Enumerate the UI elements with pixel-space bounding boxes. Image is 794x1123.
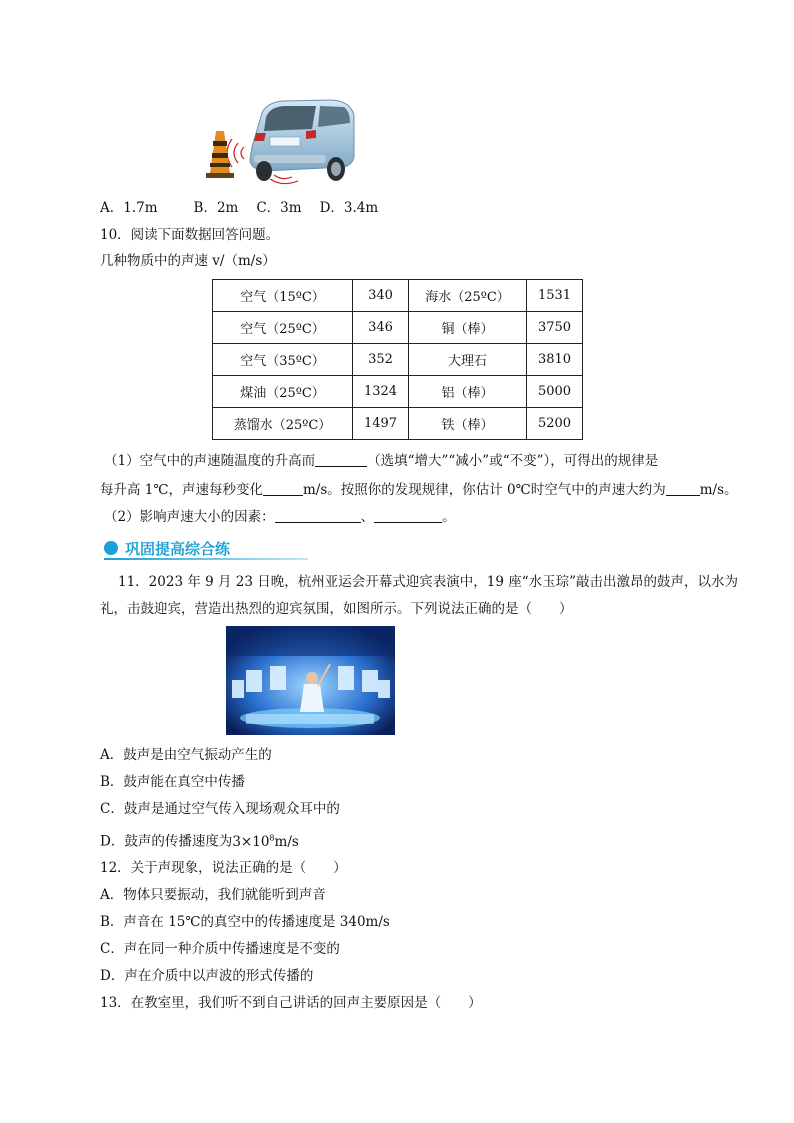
- speed-value: $3\times 10^8m/s$: [232, 833, 299, 850]
- q10-part1-text: （1）空气中的声速随温度的升高而: [104, 453, 316, 469]
- q10-part1-text: m/s。: [699, 482, 738, 498]
- q10-part2-text: 。: [442, 509, 456, 525]
- q9-option-c[interactable]: C．3m: [256, 200, 302, 216]
- q9-option-a[interactable]: A．1.7m: [100, 200, 158, 216]
- q10-part1-text: （选填“增大”“减小”或“不变”），可得出的规律是: [367, 453, 659, 469]
- table-cell: 海水（25ºC）: [409, 280, 527, 312]
- table-cell: 346: [353, 312, 409, 344]
- q11-stem-line2: 礼，击鼓迎宾，营造出热烈的迎宾氛围，如图所示。下列说法正确的是（ ）: [100, 601, 573, 617]
- table-cell: 3750: [527, 312, 583, 344]
- table-row: [213, 376, 583, 408]
- q12-option-a[interactable]: A．物体只要振动，我们就能听到声音: [100, 887, 326, 903]
- table-cell: 大理石: [409, 344, 527, 376]
- table-cell: 铁（棒）: [409, 408, 527, 440]
- answer-blank[interactable]: [275, 509, 361, 523]
- table-cell: 352: [353, 344, 409, 376]
- q9-option-d[interactable]: D．3.4m: [319, 200, 379, 216]
- table-cell: 空气（15ºC）: [213, 280, 353, 312]
- water-drum-performance-photo: [226, 626, 395, 735]
- table-cell: 1531: [527, 280, 583, 312]
- q10-part1-text: 每升高 1℃，声速每秒变化: [100, 482, 263, 498]
- q11-option-a[interactable]: A．鼓声是由空气振动产生的: [100, 747, 272, 763]
- table-row: [213, 280, 583, 312]
- answer-blank[interactable]: [374, 509, 442, 523]
- table-cell: 1497: [353, 408, 409, 440]
- q12-option-c[interactable]: C．声在同一种介质中传播速度是不变的: [100, 941, 340, 957]
- q11-option-c[interactable]: C．鼓声是通过空气传入现场观众耳中的: [100, 801, 340, 817]
- q12-option-b[interactable]: B．声音在 15℃的真空中的传播速度是 340m/s: [100, 914, 390, 930]
- section-title: 巩固提高综合练: [125, 540, 231, 558]
- table-cell: 铜（棒）: [409, 312, 527, 344]
- q11-option-b[interactable]: B．鼓声能在真空中传播: [100, 774, 245, 790]
- table-row: [213, 312, 583, 344]
- table-row: [213, 408, 583, 440]
- q12-option-d[interactable]: D．声在介质中以声波的形式传播的: [100, 968, 314, 984]
- q10-part1-text: m/s。按照你的发现规律，你估计 0℃时空气中的声速大约为: [302, 482, 666, 498]
- section-underline: [104, 558, 308, 560]
- q10-part2-text: 、: [360, 509, 375, 525]
- table-cell: 3810: [527, 344, 583, 376]
- answer-blank[interactable]: [315, 453, 367, 467]
- answer-blank[interactable]: [666, 482, 700, 496]
- q13-stem: 13．在教室里，我们听不到自己讲话的回声主要原因是（ ）: [100, 995, 482, 1011]
- table-row: [213, 344, 583, 376]
- q11-stem-line1: 11．2023 年 9 月 23 日晚，杭州亚运会开幕式迎宾表演中，19 座“水玉琮”敲击出激昂的鼓声，以水为: [118, 574, 739, 590]
- q10-part2-text: （2）影响声速大小的因素：: [104, 509, 275, 525]
- car-reversing-figure: [204, 97, 356, 189]
- q11-option-d[interactable]: [100, 829, 299, 851]
- q10-stem: 10．阅读下面数据回答问题。: [100, 227, 280, 243]
- q12-stem: 12．关于声现象，说法正确的是（ ）: [100, 860, 347, 876]
- answer-blank[interactable]: [263, 482, 303, 496]
- bullet-dot-icon: [104, 541, 118, 555]
- table-cell: 铝（棒）: [409, 376, 527, 408]
- q10-part1-line1: [104, 452, 658, 470]
- table-cell: 蒸馏水（25ºC）: [213, 408, 353, 440]
- table-cell: 煤油（25ºC）: [213, 376, 353, 408]
- table-cell: 340: [353, 280, 409, 312]
- q10-part1-line2: [100, 481, 738, 499]
- table-cell: 1324: [353, 376, 409, 408]
- q9-option-b[interactable]: B．2m: [193, 200, 239, 216]
- table-cell: 5000: [527, 376, 583, 408]
- q10-table-caption: 几种物质中的声速 v/（m/s）: [100, 253, 276, 269]
- table-cell: 空气（35ºC）: [213, 344, 353, 376]
- table-cell: 空气（25ºC）: [213, 312, 353, 344]
- table-cell: 5200: [527, 408, 583, 440]
- q9-options: [100, 199, 378, 217]
- q11-option-d-text: D．鼓声的传播速度为: [100, 833, 233, 850]
- sound-speed-table: [212, 279, 583, 440]
- q10-part2: [104, 508, 456, 526]
